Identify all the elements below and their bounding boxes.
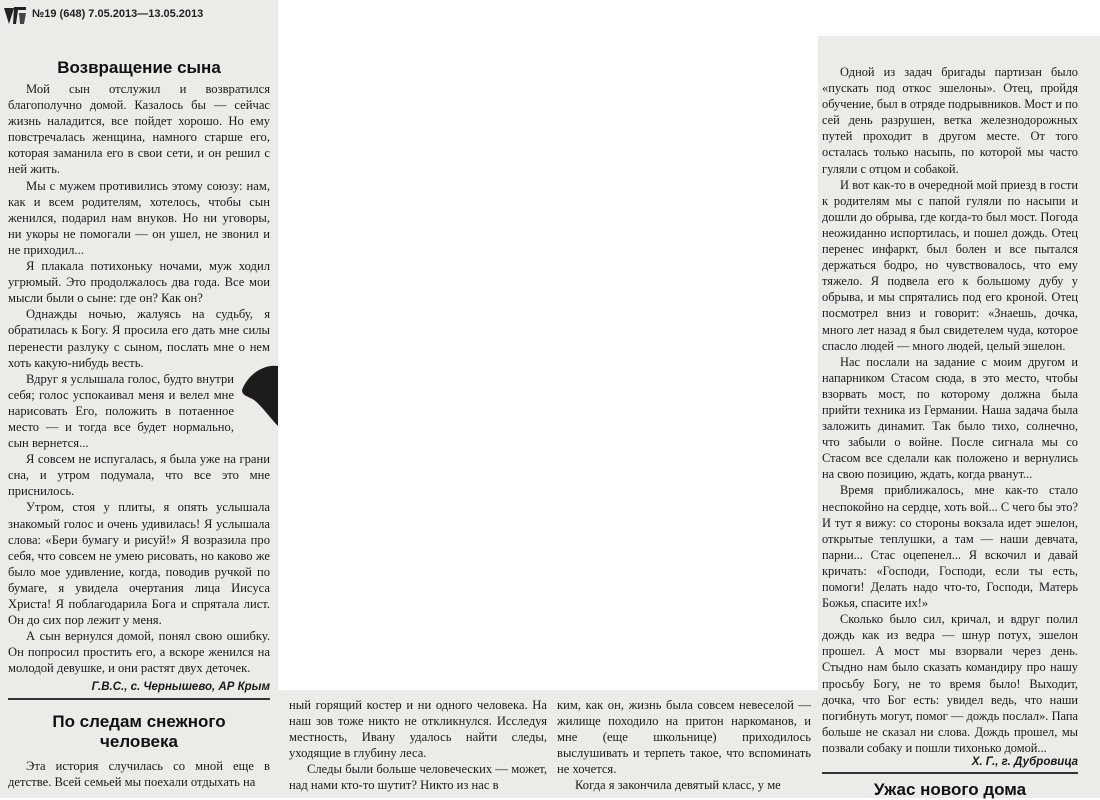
article-signature: Х. Г., г. Дубровица: [971, 756, 1078, 768]
paragraph: Время приближалось, мне как-то стало неспокойно на сердце, хоть вой... С чего бы это? И тут я вижу: со стороны вокзала идет эшелон, открытые теплушки, а там — наши девчата, парни... Стас оцепенел... Я вскочил и давай кричать: «Господи, Господи, если ты есть, помоги! Делать надо что-то, Господи, Матерь Божья, спасите их!»: [822, 483, 1078, 611]
paragraph: Одной из задач бригады партизан было «пускать под откос эшелоны». Отец, пройдя обучение, был в отряде подрывников. Мост и по сей день разрушен, ветка железнодорожных путей проходит в другом месте. От того осталась только насыпь, по которой мы часто гуляли с отцом и собакой.: [822, 65, 1078, 176]
newspaper-logo-icon: [2, 4, 28, 26]
paragraph: Когда я закончила девятый класс, у ме: [575, 778, 781, 793]
page-header: [0, 0, 270, 32]
paragraph: Нас послали на задание с моим другом и напарником Стасом сюда, в это место, чтобы взорвать мост, по которому должна была прийти техника из Германии. Наша задача была заложить динамит. Так было тихо, солнечно, что забыли о войне. После сигнала мы со Стасом все сделали как положено и вернулись на свою позицию, ждать, когда рванут...: [822, 354, 1078, 482]
article-title: Ужас нового дома: [873, 780, 1027, 799]
paragraph: А сын вернулся домой, понял свою ошибку. Он попросил простить его, а вскоре женился на молодой девушке, и они растят двух деточек.: [8, 629, 270, 676]
article-return-of-son: [8, 58, 270, 676]
article-snowman-col3: [557, 697, 811, 794]
paragraph: Мы с мужем противились этому союзу: нам, как и всем родителям, хотелось, чтобы сын женился, подарил нам внуков. Но ни уговоры, ни укоры не помогали — он ушел, не звонил и не приходил...: [8, 178, 270, 257]
article-title: По следам снежного человека: [52, 712, 226, 751]
paragraph: Эта история случилась со мной еще в детстве. Всей семьей мы поехали отдыхать на: [8, 759, 270, 790]
paragraph: Следы были больше человеческих — может, над нами кто-то шутит? Никто из нас в: [289, 762, 547, 793]
article-title: Возвращение сына: [57, 58, 221, 77]
issue-line: №19 (648) 7.05.2013—13.05.2013: [32, 8, 204, 20]
paragraph: Я плакала потихоньку ночами, муж ходил угрюмый. Это продолжалось два года. Все мои мысли были о сыне: где он? Как он?: [8, 259, 270, 306]
article-signature: Г.В.С., с. Чернышево, АР Крым: [91, 681, 270, 693]
paragraph: Вдруг я услышала голос, будто внутри себя; голос успокаивал меня и велел мне нарисовать Его, положить в потаенное место — и тогда все будет нормально, сын вернется...: [8, 371, 234, 451]
paragraph: Мой сын отслужил и возвратился благополучно домой. Казалось бы — сейчас жизнь наладится, все пойдет хорошо. Но ему повстречалась женщина, намного старше его, которая заманила его в свои сети, и он решил с ней жить.: [8, 82, 270, 177]
divider: [822, 772, 1078, 774]
article-miracle: [822, 64, 1078, 756]
paragraph: ный горящий костер и ни одного человека. На наш зов тоже никто не откликнулся. Исследуя местность, Ивану удалось найти следы, уходящие в глубину леса.: [289, 698, 547, 761]
scan-blot: [238, 360, 280, 430]
paragraph: Сколько было сил, кричал, и вдруг полил дождь как из ведра — шнур потух, эшелон прошел. А мост мы взорвали через день. Стыдно нам было сказать командиру про нашу просьбу Богу, не то время было! Выходит, дочка, что Бог есть: увидел ведь, что наши погибнуть могут, помог — дождь послал». Папа больше не сказал ни слова. Дождь прошел, мы позвали собаку и пошли тихонько домой...: [822, 612, 1078, 755]
paragraph: Утром, стоя у плиты, я опять услышала знакомый голос и очень удивилась! Я услышала слова: «Бери бумагу и рисуй!» Я возразила про себя, что совсем не умею рисовать, но каково же было мое удивление, когда, поводив ручкой по бумаге, я увидела очертания лица Иисуса Христа! Я поблагодарила Бога и спрятала лист. Он до сих пор лежит у меня.: [8, 500, 270, 628]
article-snowman: [8, 712, 270, 790]
article-snowman-col2: [289, 697, 547, 794]
paragraph: ким, как он, жизнь была совсем невеселой — жилище походило на притон наркоманов, и мне (еще школьнице) приходилось выслушивать и терпеть такое, что вспоминать не хочется.: [557, 698, 811, 777]
paragraph: Я совсем не испугалась, я была уже на грани сна, и утром подумала, что все это мне приснилось.: [8, 452, 270, 499]
paragraph: И вот как-то в очередной мой приезд в гости к родителям мы с папой гуляли по насыпи и дошли до обрыва, где когда-то был мост. Погода неожиданно испортилась, и пошел дождь. Отец перенес инфаркт, был болен и все пытался держаться бодро, но чувствовалось, что ему тяжело. Я подвела его к большому дубу у обрыва, и мы спрятались под его кроной. Отец посмотрел вниз и говорит: «Знаешь, дочка, много лет назад я был свидетелем чуда, которое спасло людей — много людей, целый эшелон.: [822, 177, 1078, 353]
divider: [8, 698, 270, 700]
paragraph: Однажды ночью, жалуясь на судьбу, я обратилась к Богу. Я просила его дать мне силы перенести разлуку с сыном, послать мне о нем хоть какую-нибудь весть.: [8, 307, 270, 370]
